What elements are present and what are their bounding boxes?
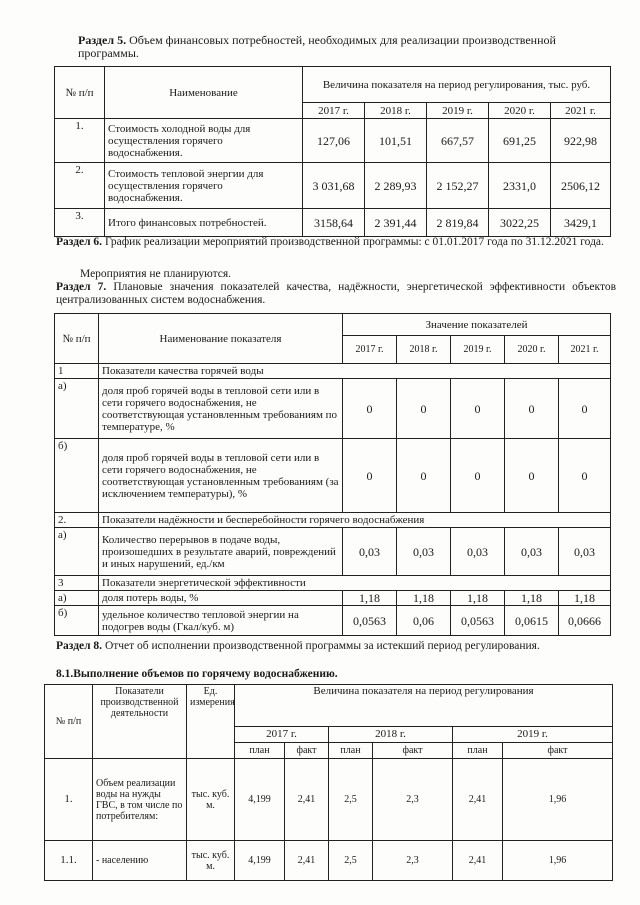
table-row (55, 209, 611, 237)
value-cell: 1,96 (503, 841, 613, 881)
value-cell: 127,06 (303, 119, 365, 163)
table-row (55, 163, 611, 209)
table-row (55, 119, 611, 163)
value-cell: 0 (505, 379, 559, 439)
value-cell: 2 289,93 (365, 163, 427, 209)
value-cell: 4,199 (235, 841, 285, 881)
col-header-num: № п/п (55, 314, 99, 364)
value-cell: 2,5 (329, 759, 373, 841)
row-num: 2. (55, 163, 105, 209)
table-row (55, 528, 611, 576)
col-header-value: Значение показателей (343, 314, 611, 336)
value-cell: 0 (397, 379, 451, 439)
year-header: 2019 г. (453, 727, 613, 743)
year-header: 2019 г. (427, 103, 489, 119)
value-cell: 2,3 (373, 759, 453, 841)
group-row (55, 576, 611, 591)
row-name: Стоимость тепловой энергии для осуществления горячего водоснабжения. (105, 163, 303, 209)
value-cell: 101,51 (365, 119, 427, 163)
indicators-table (54, 313, 611, 636)
value-cell: 0,03 (397, 528, 451, 576)
plan-header: план (329, 743, 373, 759)
value-cell: 0,03 (559, 528, 611, 576)
year-header: 2021 г. (551, 103, 611, 119)
year-header: 2019 г. (451, 336, 505, 364)
year-header: 2017 г. (343, 336, 397, 364)
value-cell: 0,0666 (559, 606, 611, 636)
value-cell: 2,41 (285, 759, 329, 841)
value-cell: 2506,12 (551, 163, 611, 209)
row-num: 1. (45, 759, 93, 841)
row-num: а) (55, 379, 99, 439)
value-cell: 4,199 (235, 759, 285, 841)
row-name: удельное количество тепловой энергии на подогрев воды (Гкал/куб. м) (99, 606, 343, 636)
value-cell: 3022,25 (489, 209, 551, 237)
value-cell: 0,0563 (343, 606, 397, 636)
value-cell: 691,25 (489, 119, 551, 163)
volumes-table (44, 684, 613, 881)
group-num: 3 (55, 576, 99, 591)
year-header: 2017 г. (235, 727, 329, 743)
value-cell: 0 (559, 379, 611, 439)
value-cell: 0,03 (505, 528, 559, 576)
group-title: Показатели надёжности и бесперебойности горячего водоснабжения (99, 513, 611, 528)
row-unit: тыс. куб. м. (187, 841, 235, 881)
col-header-period: Величина показателя на период регулирования (235, 685, 613, 727)
section-6-title: График реализации мероприятий производственной программы: с 01.01.2017 года по 31.12.2021 года. (104, 236, 604, 248)
group-row (55, 513, 611, 528)
section-8-subtitle: 8.1.Выполнение объемов по горячему водоснабжению. (56, 668, 338, 680)
value-cell: 0,0615 (505, 606, 559, 636)
row-num: б) (55, 606, 99, 636)
fact-header: факт (285, 743, 329, 759)
year-header: 2018 г. (397, 336, 451, 364)
value-cell: 922,98 (551, 119, 611, 163)
plan-header: план (235, 743, 285, 759)
value-cell: 2 819,84 (427, 209, 489, 237)
col-header-num: № п/п (55, 67, 105, 119)
value-cell: 2 391,44 (365, 209, 427, 237)
row-num: а) (55, 528, 99, 576)
row-num: 1.1. (45, 841, 93, 881)
col-header-unit: Ед. измерения (187, 685, 235, 759)
row-name: доля проб горячей воды в тепловой сети или в сети горячего водоснабжения, не соответствующая установленным требованиям (за исключением температуры), % (99, 439, 343, 513)
value-cell: 0 (343, 439, 397, 513)
value-cell: 0,06 (397, 606, 451, 636)
section-5-title: Объем финансовых потребностей, необходимых для реализации производственной программы. (78, 33, 556, 60)
value-cell: 2,41 (453, 841, 503, 881)
section-8-title: Отчет об исполнении производственной программы за истекший период регулирования. (104, 640, 540, 652)
plan-header: план (453, 743, 503, 759)
year-header: 2021 г. (559, 336, 611, 364)
table-row (55, 379, 611, 439)
row-name: Итого финансовых потребностей. (105, 209, 303, 237)
value-cell: 3429,1 (551, 209, 611, 237)
fact-header: факт (503, 743, 613, 759)
value-cell: 2,41 (285, 841, 329, 881)
section-7-label: Раздел 7. (56, 281, 107, 293)
year-header: 2018 г. (329, 727, 453, 743)
value-cell: 2,3 (373, 841, 453, 881)
value-cell: 2 152,27 (427, 163, 489, 209)
value-cell: 667,57 (427, 119, 489, 163)
value-cell: 0 (505, 439, 559, 513)
row-name: Количество перерывов в подаче воды, произошедших в результате аварий, повреждений и иных нарушений, ед./км (99, 528, 343, 576)
col-header-indicator: Показатели производственной деятельности (93, 685, 187, 759)
section-7-heading (56, 281, 616, 307)
section-5-label: Раздел 5. (78, 33, 127, 47)
year-header: 2018 г. (365, 103, 427, 119)
row-num: 3. (55, 209, 105, 237)
value-cell: 0 (343, 379, 397, 439)
value-cell: 3158,64 (303, 209, 365, 237)
value-cell: 1,18 (451, 591, 505, 606)
row-num: а) (55, 591, 99, 606)
year-header: 2017 г. (303, 103, 365, 119)
fact-header: факт (373, 743, 453, 759)
financial-needs-table (54, 66, 611, 237)
group-title: Показатели энергетической эффективности (99, 576, 611, 591)
row-num: б) (55, 439, 99, 513)
col-header-num: № п/п (45, 685, 93, 759)
row-num: 1. (55, 119, 105, 163)
section-6-heading (56, 236, 616, 249)
value-cell: 0 (397, 439, 451, 513)
col-header-name: Наименование показателя (99, 314, 343, 364)
table-row (45, 841, 613, 881)
year-header: 2020 г. (489, 103, 551, 119)
section-8-heading (56, 640, 616, 653)
value-cell: 1,18 (397, 591, 451, 606)
value-cell: 3 031,68 (303, 163, 365, 209)
value-cell: 1,96 (503, 759, 613, 841)
section-5-heading (78, 34, 608, 60)
value-cell: 1,18 (343, 591, 397, 606)
value-cell: 1,18 (559, 591, 611, 606)
table-row (55, 591, 611, 606)
value-cell: 2,41 (453, 759, 503, 841)
value-cell: 0 (451, 439, 505, 513)
value-cell: 2331,0 (489, 163, 551, 209)
group-row (55, 364, 611, 379)
group-num: 1 (55, 364, 99, 379)
col-header-period: Величина показателя на период регулирования, тыс. руб. (303, 67, 611, 103)
table-row (45, 759, 613, 841)
value-cell: 0 (451, 379, 505, 439)
row-name: доля потерь воды, % (99, 591, 343, 606)
row-name: доля проб горячей воды в тепловой сети или в сети горячего водоснабжения, не соответствующая установленным требованиям по температуре, % (99, 379, 343, 439)
value-cell: 0,0563 (451, 606, 505, 636)
section-6-label: Раздел 6. (56, 236, 103, 248)
table-row (55, 606, 611, 636)
value-cell: 1,18 (505, 591, 559, 606)
value-cell: 0 (559, 439, 611, 513)
section-8-label: Раздел 8. (56, 640, 103, 652)
table-row (55, 439, 611, 513)
row-unit: тыс. куб. м. (187, 759, 235, 841)
group-num: 2. (55, 513, 99, 528)
year-header: 2020 г. (505, 336, 559, 364)
value-cell: 2,5 (329, 841, 373, 881)
section-6-note: Мероприятия не планируются. (80, 268, 232, 280)
value-cell: 0,03 (343, 528, 397, 576)
row-name: Объем реализации воды на нужды ГВС, в том числе по потребителям: (93, 759, 187, 841)
value-cell: 0,03 (451, 528, 505, 576)
row-name: - населению (93, 841, 187, 881)
section-7-title: Плановые значения показателей качества, надёжности, энергетической эффективности объектов централизованных систем водоснабжения. (56, 281, 617, 306)
group-title: Показатели качества горячей воды (99, 364, 611, 379)
col-header-name: Наименование (105, 67, 303, 119)
row-name: Стоимость холодной воды для осуществления горячего водоснабжения. (105, 119, 303, 163)
